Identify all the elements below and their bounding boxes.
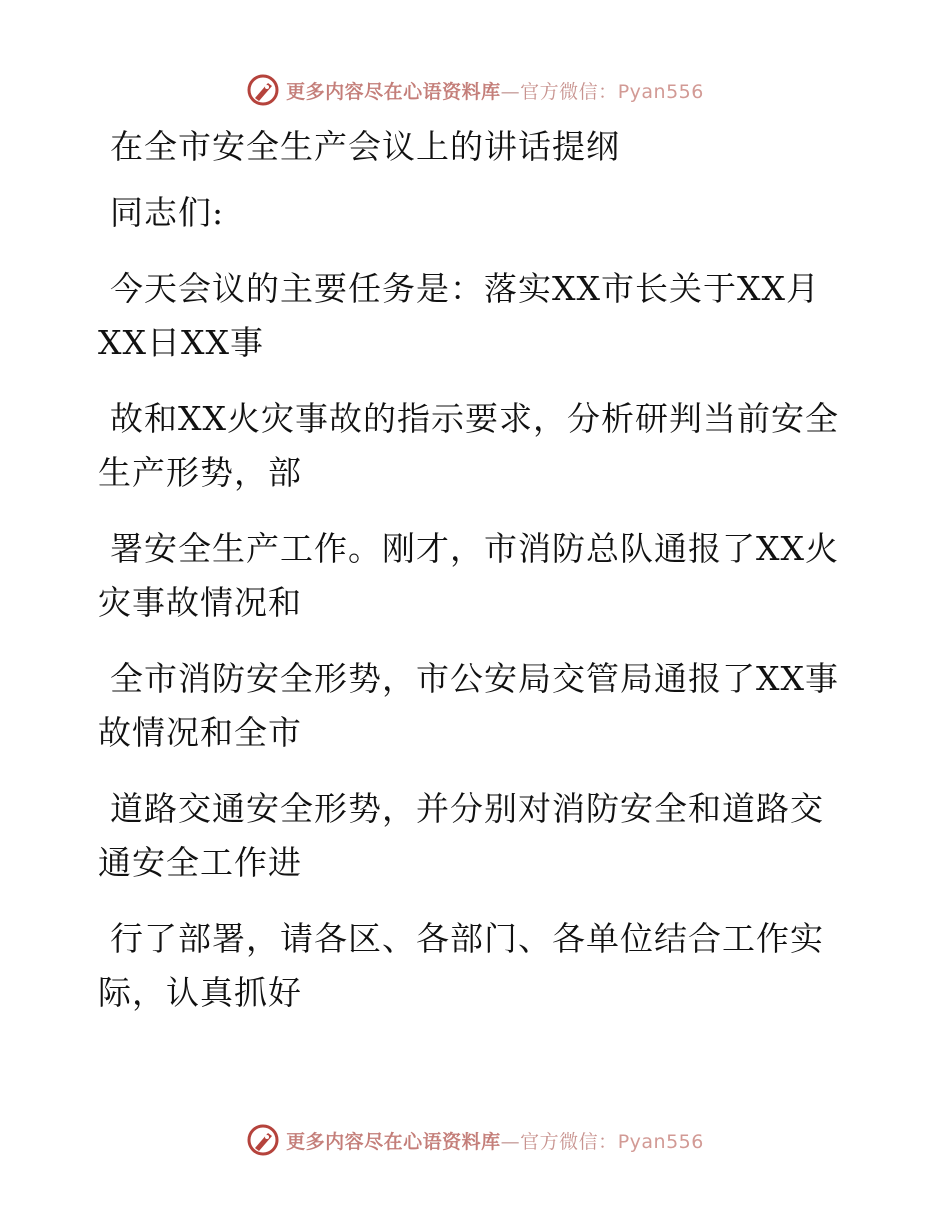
paragraph-line: 故和XX火灾事故的指示要求，分析研判当前安全 [110, 399, 839, 438]
salutation: 同志们: [110, 193, 225, 232]
header-wechat-id: Pyan556 [617, 80, 704, 103]
paragraph-line: 通安全工作进 [98, 843, 302, 882]
document-body [98, 120, 848, 1020]
footer-wechat-label: 官方微信： [520, 1130, 618, 1153]
footer-site-name: 更多内容尽在心语资料库 [286, 1130, 501, 1153]
document-title: 在全市安全生产会议上的讲话提纲 [110, 127, 620, 166]
header-watermark-banner [0, 70, 950, 110]
footer-wechat-id: Pyan556 [617, 1130, 704, 1153]
pen-nib-logo-icon [246, 1123, 280, 1157]
header-banner-text [286, 77, 704, 104]
header-separator: — [500, 80, 521, 103]
paragraph-line: 道路交通安全形势，并分别对消防安全和道路交 [110, 789, 824, 828]
paragraph-line: 行了部署，请各区、各部门、各单位结合工作实 [110, 919, 824, 958]
footer-banner-text [286, 1127, 704, 1154]
header-site-name: 更多内容尽在心语资料库 [286, 80, 501, 103]
header-wechat-label: 官方微信： [520, 80, 618, 103]
paragraph-line: 署安全生产工作。刚才，市消防总队通报了XX火 [110, 529, 839, 568]
paragraph-line: 故情况和全市 [98, 713, 302, 752]
paragraph-line: 全市消防安全形势，市公安局交管局通报了XX事 [110, 659, 839, 698]
paragraph-line: 灾事故情况和 [98, 583, 302, 622]
paragraph-line: 际，认真抓好 [98, 973, 302, 1012]
footer-watermark-banner [0, 1120, 950, 1160]
paragraph-line: 今天会议的主要任务是：落实XX市长关于XX月 [110, 269, 820, 308]
paragraph-line: 生产形势，部 [98, 453, 302, 492]
pen-nib-logo-icon [246, 73, 280, 107]
footer-separator: — [500, 1130, 521, 1153]
paragraph-line: XX日XX事 [98, 323, 264, 362]
